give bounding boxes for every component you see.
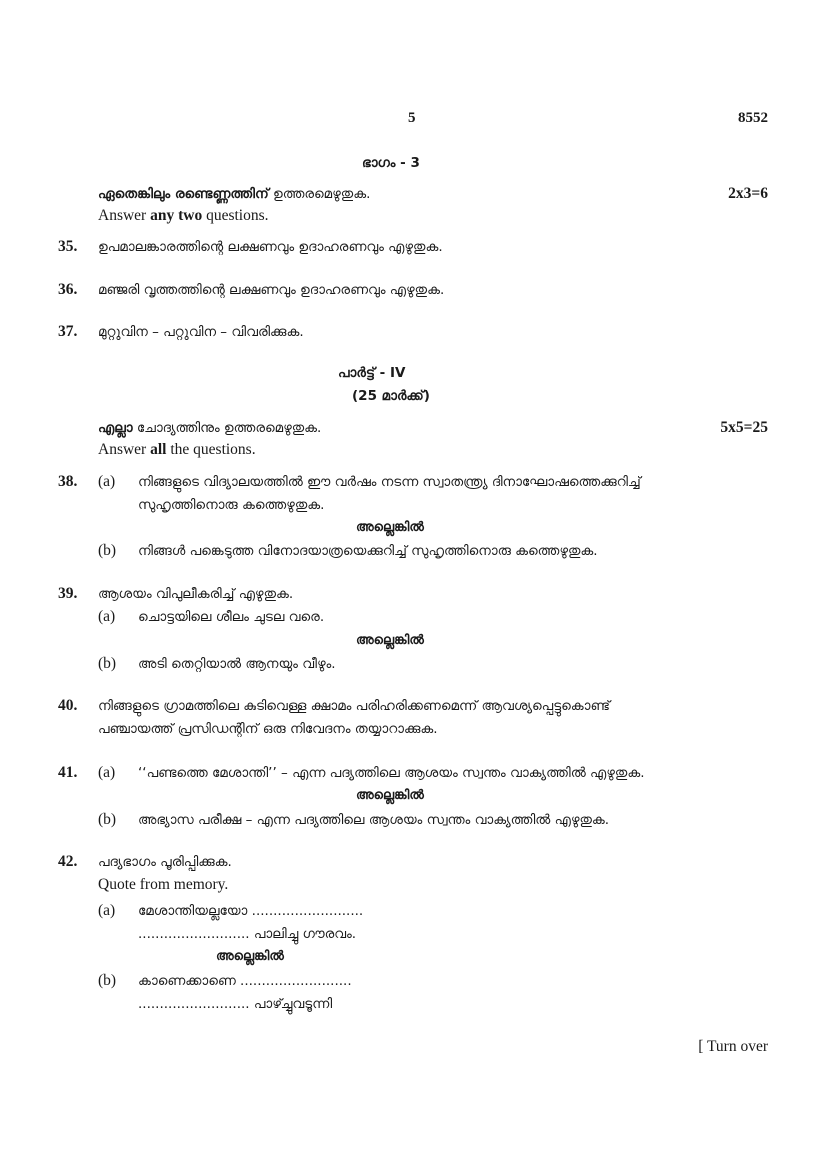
option-label: (b) [98, 655, 117, 672]
question-number: 39. [58, 585, 78, 602]
question-number: 41. [58, 764, 78, 781]
part4-english-pre: Answer [98, 441, 151, 458]
question-number: 42. [58, 853, 78, 870]
page-number: 5 [408, 110, 416, 126]
part3-instruction-rest: ഉത്തരമെഴുതുക. [268, 186, 371, 202]
part3-instruction [98, 186, 370, 202]
option-label: (a) [98, 473, 116, 490]
part4-english-post: the questions. [166, 441, 256, 458]
part3-instruction-bold: ഏതെങ്കിലും രണ്ടെണ്ണത്തിന് [98, 186, 269, 202]
or-label: അല്ലെങ്കിൽ [356, 633, 424, 648]
part4-title: പാർട്ട് - IV [338, 365, 406, 381]
turn-over-label: [ Turn over [698, 1038, 768, 1055]
option-label: (b) [98, 972, 117, 989]
question-number: 37. [58, 323, 78, 340]
paper-code: 8552 [738, 110, 768, 126]
question-text: ‘‘പണ്ടത്തെ മേശാന്തി’’ – എന്ന പദ്യത്തിലെ ആശയം സ്വന്തം വാക്യത്തിൽ എഴുതുക. [138, 765, 645, 781]
part3-english-pre: Answer [98, 207, 151, 224]
part3-english-bold: any two [150, 207, 203, 224]
question-english: Quote from memory. [98, 876, 229, 893]
part4-english-bold: all [150, 441, 167, 458]
part3-title: ഭാഗം - 3 [362, 155, 420, 171]
part4-marks: 5x5=25 [720, 419, 768, 436]
question-text: പദ്യഭാഗം പൂരിപ്പിക്കുക. [98, 854, 232, 870]
poem-line: കാണെക്കാണെ .......................... [138, 973, 352, 989]
option-label: (a) [98, 902, 116, 919]
question-text: മഞ്ജരി വൃത്തത്തിന്റെ ലക്ഷണവും ഉദാഹരണവും എഴുതുക. [98, 282, 445, 298]
question-number: 36. [58, 281, 78, 298]
poem-line: മേശാന്തിയല്ലയോ .......................... [138, 903, 364, 919]
poem-line: .......................... പാലിച്ചു ഗൗരവം. [138, 926, 357, 942]
question-text: സുഹൃത്തിനൊരു കത്തെഴുതുക. [138, 497, 325, 513]
option-label: (b) [98, 811, 117, 828]
question-number: 40. [58, 697, 78, 714]
question-number: 35. [58, 238, 78, 255]
question-text: നിങ്ങളുടെ ഗ്രാമത്തിലെ കുടിവെള്ള ക്ഷാമം പരിഹരിക്കണമെന്ന് ആവശ്യപ്പെട്ടുകൊണ്ട് [98, 698, 610, 714]
or-label: അല്ലെങ്കിൽ [216, 949, 284, 964]
question-text: നിങ്ങൾ പങ്കെടുത്ത വിനോദയാത്രയെക്കുറിച്ച് സുഹൃത്തിനൊരു കത്തെഴുതുക. [138, 543, 598, 559]
question-text: അടി തെറ്റിയാൽ ആനയും വീഴും. [138, 656, 336, 672]
part3-english-post: questions. [202, 207, 269, 224]
part3-marks: 2x3=6 [728, 185, 768, 202]
option-label: (b) [98, 542, 117, 559]
or-label: അല്ലെങ്കിൽ [356, 788, 424, 803]
question-text: ഉപമാലങ്കാരത്തിന്റെ ലക്ഷണവും ഉദാഹരണവും എഴുതുക. [98, 239, 443, 255]
question-number: 38. [58, 473, 78, 490]
or-label: അല്ലെങ്കിൽ [356, 520, 424, 535]
part3-english-instruction [98, 207, 269, 225]
part4-instruction-bold: എല്ലാ [98, 420, 133, 436]
poem-line: .......................... പാഴ്ച്ചുവടൂന്നി [138, 996, 333, 1012]
question-text: ചൊട്ടയിലെ ശീലം ചുടല വരെ. [138, 609, 325, 625]
part4-instruction [98, 420, 321, 436]
question-text: ആശയം വിപുലീകരിച്ച് എഴുതുക. [98, 586, 294, 602]
part4-instruction-rest: ചോദ്യത്തിനും ഉത്തരമെഴുതുക. [132, 420, 322, 436]
question-text: പഞ്ചായത്ത് പ്രസിഡന്റിന് ഒരു നിവേദനം തയ്യാറാക്കുക. [98, 721, 438, 737]
question-text: മുറ്റുവിന – പറ്റുവിന – വിവരിക്കുക. [98, 324, 304, 340]
part4-english-instruction [98, 441, 256, 459]
part4-subtitle: (25 മാർക്ക്) [352, 388, 430, 404]
option-label: (a) [98, 608, 116, 625]
question-text: നിങ്ങളുടെ വിദ്യാലയത്തിൽ ഈ വർഷം നടന്ന സ്വാതന്ത്ര്യ ദിനാഘോഷത്തെക്കുറിച്ച് [138, 474, 641, 490]
option-label: (a) [98, 764, 116, 781]
question-text: അഭ്യാസ പരീക്ഷ – എന്ന പദ്യത്തിലെ ആശയം സ്വന്തം വാക്യത്തിൽ എഴുതുക. [138, 812, 610, 828]
